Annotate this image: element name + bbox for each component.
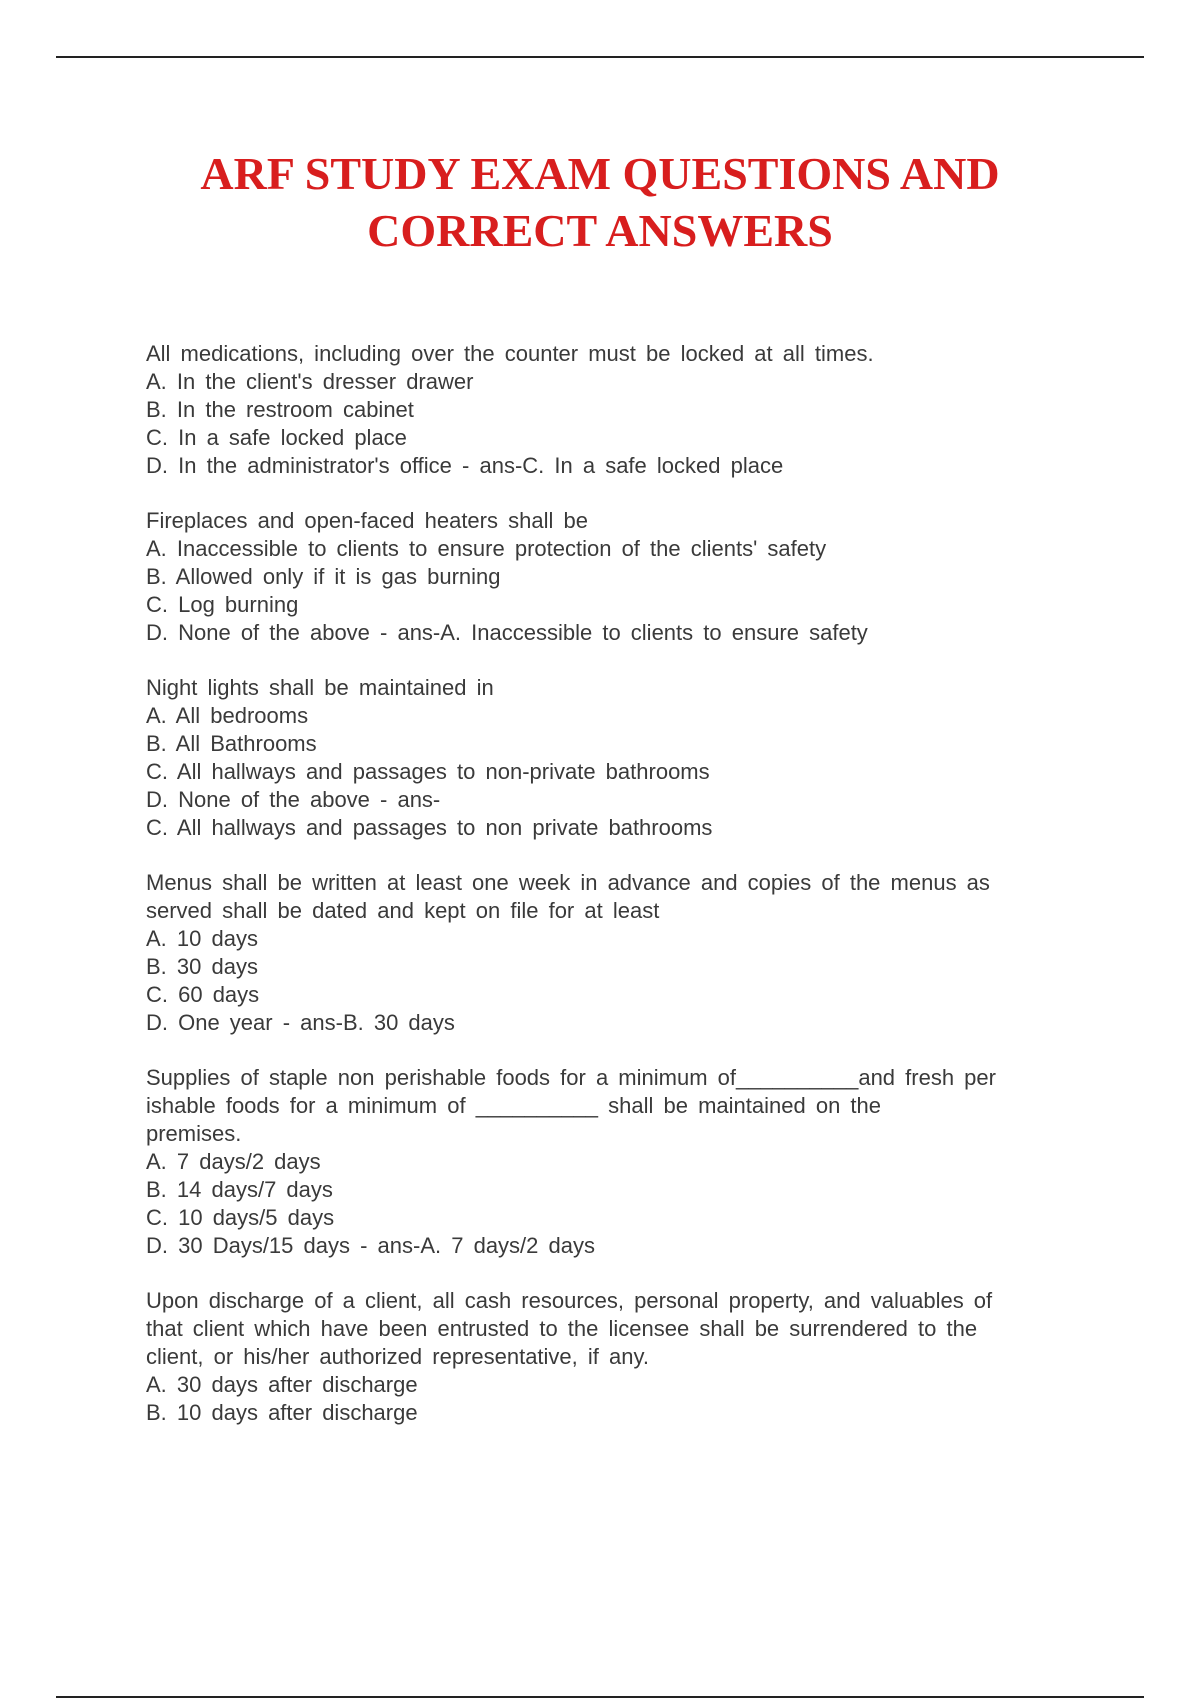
answer-option: C. In a safe locked place [146, 425, 407, 450]
answer-option: D. In the administrator's office - ans-C. In a safe locked place [146, 453, 784, 478]
question-line: premises. [146, 1121, 242, 1146]
answer-option: A. 7 days/2 days [146, 1149, 321, 1174]
answer-option: B. 10 days after discharge [146, 1400, 418, 1425]
question-line: Night lights shall be maintained in [146, 675, 494, 700]
question-text [146, 1287, 1086, 1371]
answer-option: A. 30 days after discharge [146, 1372, 418, 1397]
question-text [146, 869, 1086, 925]
title-line-2: CORRECT ANSWERS [367, 205, 833, 256]
answer-option: D. None of the above - ans- [146, 787, 441, 812]
question-6 [146, 1287, 1086, 1427]
question-text [146, 1064, 1086, 1148]
answer-option: C. All hallways and passages to non-private bathrooms [146, 759, 710, 784]
title-line-1: ARF STUDY EXAM QUESTIONS AND [200, 148, 1000, 199]
answer-option: B. Allowed only if it is gas burning [146, 564, 501, 589]
answer-option: C. 10 days/5 days [146, 1205, 335, 1230]
answer-option: A. All bedrooms [146, 703, 309, 728]
answer-option: B. 14 days/7 days [146, 1177, 333, 1202]
question-3 [146, 674, 1086, 842]
question-1 [146, 340, 1086, 480]
question-text [146, 507, 1086, 535]
question-line: client, or his/her authorized representative, if any. [146, 1344, 649, 1369]
question-line: Fireplaces and open-faced heaters shall be [146, 508, 588, 533]
answer-option: B. All Bathrooms [146, 731, 317, 756]
answer-option: A. In the client's dresser drawer [146, 369, 474, 394]
question-list [146, 340, 1086, 1454]
question-line: Menus shall be written at least one week in advance and copies of the menus as [146, 870, 990, 895]
question-5 [146, 1064, 1086, 1260]
question-line: Upon discharge of a client, all cash resources, personal property, and valuables of [146, 1288, 993, 1313]
question-line: ishable foods for a minimum of __________ shall be maintained on the [146, 1093, 882, 1118]
question-2 [146, 507, 1086, 647]
question-text [146, 340, 1086, 368]
question-line: All medications, including over the counter must be locked at all times. [146, 341, 874, 366]
answer-option: A. 10 days [146, 926, 258, 951]
question-text [146, 674, 1086, 702]
answer-option: D. 30 Days/15 days - ans-A. 7 days/2 days [146, 1233, 595, 1258]
answer-option: C. All hallways and passages to non private bathrooms [146, 815, 713, 840]
question-4 [146, 869, 1086, 1037]
header-divider [56, 56, 1144, 58]
answer-option: D. One year - ans-B. 30 days [146, 1010, 455, 1035]
answer-option: B. In the restroom cabinet [146, 397, 414, 422]
answer-option: C. 60 days [146, 982, 260, 1007]
answer-option: A. Inaccessible to clients to ensure protection of the clients' safety [146, 536, 827, 561]
page-title [100, 145, 1100, 259]
answer-option: B. 30 days [146, 954, 258, 979]
question-line: Supplies of staple non perishable foods for a minimum of__________and fresh per [146, 1065, 996, 1090]
answer-option: C. Log burning [146, 592, 299, 617]
question-line: served shall be dated and kept on file for at least [146, 898, 660, 923]
answer-option: D. None of the above - ans-A. Inaccessible to clients to ensure safety [146, 620, 868, 645]
footer-divider [56, 1696, 1144, 1698]
question-line: that client which have been entrusted to the licensee shall be surrendered to the [146, 1316, 978, 1341]
